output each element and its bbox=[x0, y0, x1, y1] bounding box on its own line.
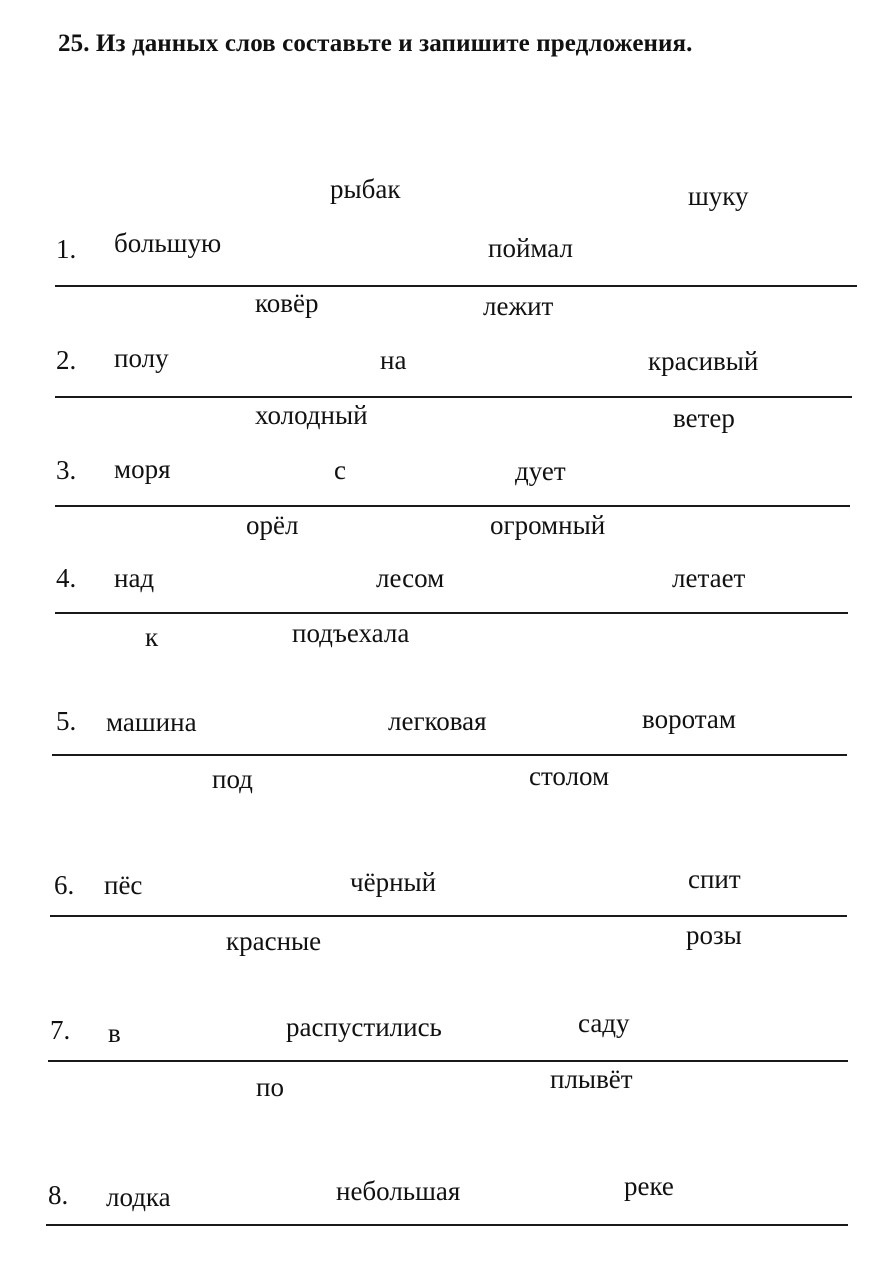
word-card: реке bbox=[624, 1171, 674, 1201]
word-card: полу bbox=[114, 343, 169, 373]
exercise-number: 1. bbox=[56, 234, 77, 264]
word-card: чёрный bbox=[350, 867, 437, 897]
word-card: над bbox=[114, 563, 155, 593]
answer-line[interactable] bbox=[55, 285, 857, 287]
word-card: лодка bbox=[106, 1182, 171, 1212]
answer-line[interactable] bbox=[46, 1224, 848, 1226]
word-card: в bbox=[108, 1018, 121, 1048]
answer-line[interactable] bbox=[50, 915, 847, 917]
word-card: воротам bbox=[642, 704, 736, 734]
word-card: ковёр bbox=[255, 288, 319, 318]
exercise-number: 7. bbox=[50, 1015, 71, 1045]
word-card: машина bbox=[106, 707, 197, 737]
answer-line[interactable] bbox=[55, 396, 852, 398]
answer-line[interactable] bbox=[55, 505, 850, 507]
word-card: красивый bbox=[648, 346, 759, 376]
word-card: моря bbox=[114, 454, 171, 484]
word-card: под bbox=[212, 764, 253, 794]
exercise-number: 4. bbox=[56, 563, 77, 593]
word-card: летает bbox=[672, 563, 746, 593]
word-card: к bbox=[145, 622, 159, 652]
word-card: спит bbox=[688, 864, 741, 894]
word-card: пёс bbox=[104, 870, 143, 900]
word-card: дует bbox=[515, 456, 566, 486]
exercise-number: 5. bbox=[56, 706, 77, 736]
word-card: на bbox=[380, 345, 407, 375]
word-card: красные bbox=[226, 926, 322, 956]
word-card: столом bbox=[529, 761, 610, 791]
exercise-number: 8. bbox=[48, 1180, 69, 1210]
word-card: поймал bbox=[488, 233, 573, 263]
exercise-number: 3. bbox=[56, 455, 77, 485]
word-card: лежит bbox=[483, 291, 554, 321]
word-card: большую bbox=[114, 228, 222, 258]
exercise-number: 2. bbox=[56, 345, 77, 375]
word-card: орёл bbox=[246, 510, 299, 540]
word-card: подъехала bbox=[292, 618, 410, 648]
task-title: 25. Из данных слов составьте и запишите предложения. bbox=[58, 30, 693, 57]
word-card: легковая bbox=[388, 706, 487, 736]
word-card: холодный bbox=[255, 400, 368, 430]
answer-line[interactable] bbox=[48, 1060, 848, 1062]
answer-line[interactable] bbox=[55, 612, 848, 614]
word-card: распустились bbox=[286, 1012, 442, 1042]
word-card: розы bbox=[686, 920, 742, 950]
word-card: ветер bbox=[673, 403, 735, 433]
answer-line[interactable] bbox=[52, 754, 847, 756]
word-card: небольшая bbox=[336, 1176, 461, 1206]
word-card: огромный bbox=[490, 510, 606, 540]
word-card: с bbox=[334, 455, 346, 485]
word-card: плывёт bbox=[550, 1064, 633, 1094]
word-card: шуку bbox=[688, 181, 749, 211]
word-card: по bbox=[256, 1072, 284, 1102]
word-card: лесом bbox=[376, 563, 445, 593]
word-card: рыбак bbox=[330, 174, 401, 204]
word-card: саду bbox=[578, 1008, 630, 1038]
exercise-number: 6. bbox=[54, 870, 75, 900]
